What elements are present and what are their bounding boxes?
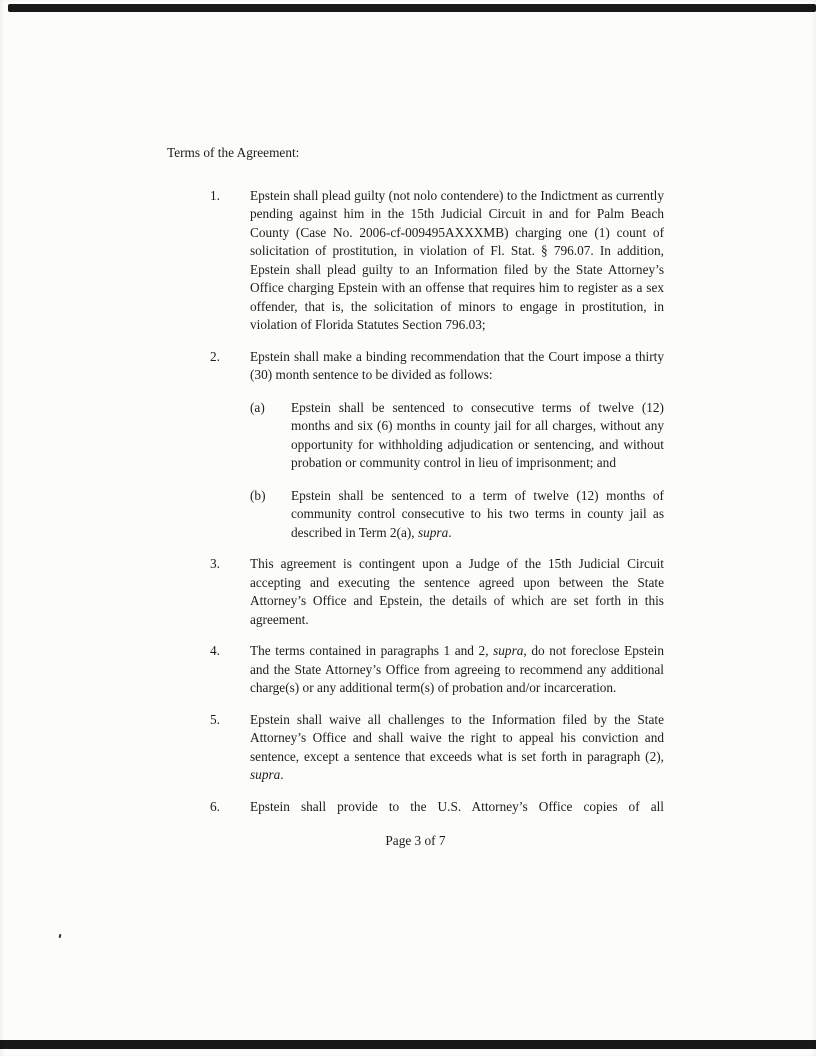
term-body (250, 348, 664, 543)
term-number: 2. (210, 348, 220, 364)
term-text (250, 348, 664, 385)
text-segment: This agreement is contingent upon a Judge of the 15th Judicial Circuit accepting and executing the sentence agreed upon between the State Attorney’s Office and Epstein, the details of which are set forth in this agreement. (250, 556, 664, 627)
document-heading: Terms of the Agreement: (167, 145, 300, 160)
term-item-1 (167, 187, 664, 335)
subterm-item-a (250, 399, 664, 473)
latin-term: supra (417, 524, 449, 540)
term-item-4 (167, 642, 664, 698)
term-number: 4. (210, 643, 220, 658)
text-segment: Epstein shall waive all challenges to the Information filed by the State Attorney’s Office and shall waive the right to appeal his conviction and sentence, except a sentence that exceeds what is set forth in paragraph (2), (250, 711, 664, 764)
subterm-label: (b) (250, 487, 266, 503)
term-text (250, 555, 664, 629)
latin-term: supra (250, 767, 281, 782)
text-segment: The terms contained in paragraphs 1 and 2, (250, 643, 494, 658)
term-text (250, 711, 664, 785)
text-segment: Epstein shall be sentenced to a term of twelve (12) months of community control consecutive to his two terms in county jail as described in Term 2(a), (291, 487, 664, 540)
scan-artifact-bottom (0, 1040, 816, 1049)
text-segment: Epstein shall make a binding recommendation that the Court impose a thirty (30) month sentence to be divided as follows: (250, 348, 664, 382)
text-segment: Epstein shall plead guilty (not nolo contendere) to the Indictment as currently pending against him in the 15th Judicial Circuit in and for Palm Beach County (Case No. 2006-cf-009495AXXXMB) charging one (1) count of solicitation of prostitution, in violation of Fl. Stat. § 796.07. In addition, Epstein shall plead guilty to an Information filed by the State Attorney’s Office charging Epstein with an offense that requires him to register as a sex offender, that is, the solicitation of minors to engage in prostitution, in violation of Florida Statutes Section 796.03; (250, 187, 664, 332)
term-number: 1. (210, 187, 220, 203)
term-body (250, 187, 664, 335)
term-number: 5. (210, 711, 220, 727)
term-text (250, 798, 664, 817)
term-item-5 (167, 711, 664, 785)
term-number: 3. (210, 556, 220, 571)
term-body (250, 642, 664, 698)
scan-artifact-top (8, 4, 816, 12)
subterm-label: (a) (250, 399, 265, 415)
term-item-3 (167, 555, 664, 629)
terms-list (167, 187, 664, 817)
term-item-6 (167, 798, 664, 817)
text-segment: . (280, 767, 284, 782)
text-segment: Epstein shall provide to the U.S. Attorney’s Office copies of all (250, 798, 664, 814)
latin-term: supra (493, 643, 524, 658)
term-item-2 (167, 348, 664, 543)
text-segment: Epstein shall be sentenced to consecutive terms of twelve (12) months and six (6) months in county jail for all charges, without any opportunity for withholding adjudication or sentencing, and without probation or community control in lieu of imprisonment; and (291, 399, 664, 470)
subterm-text (291, 399, 664, 473)
text-segment: , do not foreclose Epstein and the State Attorney’s Office from agreeing to recommend any additional charge(s) or any additional term(s) of probation and/or incarceration. (250, 643, 664, 695)
term-text (250, 642, 664, 698)
term-body (250, 798, 664, 817)
term-body (250, 711, 664, 785)
term-body (250, 555, 664, 629)
subterm-item-b (250, 487, 664, 543)
page-footer: Page 3 of 7 (385, 833, 446, 848)
text-segment: . (448, 524, 452, 540)
term-text (250, 187, 664, 335)
subterm-text (291, 487, 664, 543)
document-content (167, 144, 664, 851)
scan-stray-mark (59, 934, 62, 938)
term-number: 6. (210, 798, 220, 814)
